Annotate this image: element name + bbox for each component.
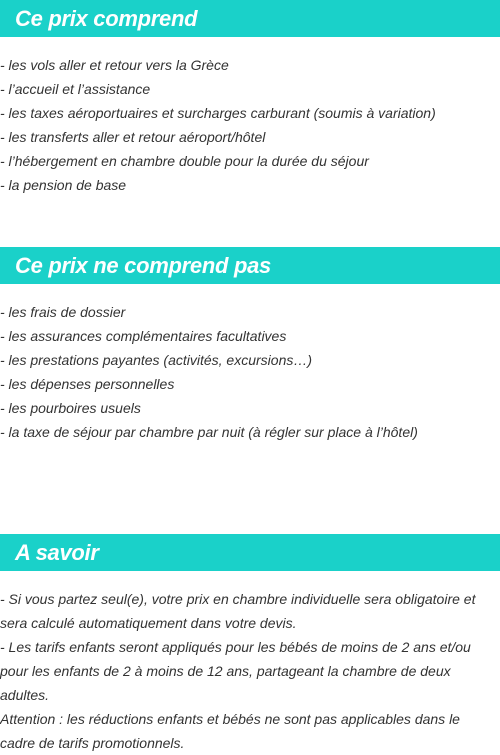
included-list [0,53,500,197]
list-item: - les assurances complémentaires facultatives [0,328,287,344]
section-title: Ce prix comprend [15,5,198,31]
not-included-list [0,300,500,444]
paragraph: Attention : les réductions enfants et bébés ne sont pas applicables dans le cadre de tarifs promotionnels. [0,711,460,751]
list-item: - l’accueil et l’assistance [0,81,151,97]
section-header-not-included [0,247,500,284]
good-to-know-text [0,587,496,755]
list-item: - la pension de base [0,177,127,193]
list-item: - l’hébergement en chambre double pour la durée du séjour [0,153,369,169]
section-title: A savoir [15,539,99,565]
list-item: - les prestations payantes (activités, excursions…) [0,352,313,368]
list-item: - les taxes aéroportuaires et surcharges carburant (soumis à variation) [0,105,436,121]
list-item: - les frais de dossier [0,304,126,320]
section-header-included [0,0,500,37]
list-item: - la taxe de séjour par chambre par nuit (à régler sur place à l’hôtel) [0,424,418,440]
list-item: - les transferts aller et retour aéroport/hôtel [0,129,266,145]
list-item: - les pourboires usuels [0,400,141,416]
paragraph: - Les tarifs enfants seront appliqués pour les bébés de moins de 2 ans et/ou pour les enfants de 2 à moins de 12 ans, partageant la chambre de deux adultes. [0,639,471,703]
section-title: Ce prix ne comprend pas [15,252,271,278]
section-header-good-to-know [0,534,500,571]
list-item: - les vols aller et retour vers la Grèce [0,57,229,73]
list-item: - les dépenses personnelles [0,376,175,392]
paragraph: - Si vous partez seul(e), votre prix en chambre individuelle sera obligatoire et sera calculé automatiquement dans votre devis. [0,591,476,631]
